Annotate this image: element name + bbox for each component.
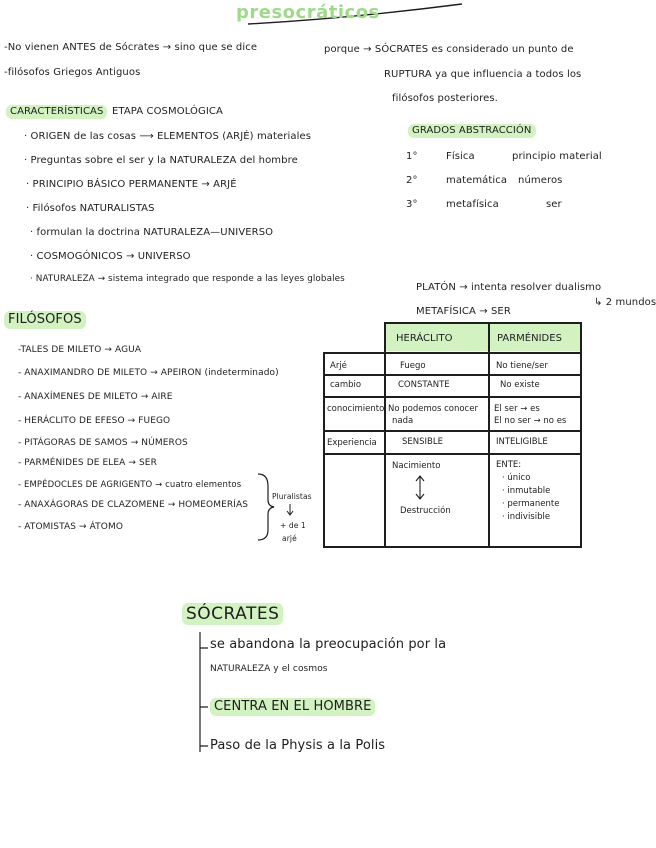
brace-label-pluralistas: Pluralistas [272,492,312,501]
row-label-arje: Arjé [330,361,347,371]
last-heraclito-top: Nacimiento [392,461,441,471]
grado-n: 1° [406,151,418,162]
caracteristicas-heading: CARACTERÍSTICAS [6,105,107,119]
row-exp-heraclito: SENSIBLE [402,437,443,447]
grado-n: 2° [406,175,418,186]
caracteristicas-subheading: ETAPA COSMOLÓGICA [112,106,223,117]
filosofo-item: - ANAXÍMENES DE MILETO → AIRE [18,392,173,402]
row-label-cambio: cambio [330,380,362,390]
caracteristica-item: · PRINCIPIO BÁSICO PERMANENTE → ARJÉ [26,179,237,190]
platon-line-1: PLATÓN → intenta resolver dualismo [416,282,602,293]
intro-right-2: RUPTURA ya que influencia a todos los [384,69,582,80]
grados-heading: GRADOS ABSTRACCIÓN [408,124,536,138]
intro-line-1: -No vienen ANTES de Sócrates → sino que se dice [4,42,258,53]
grado-desc: ser [546,199,562,210]
row-cambio-heraclito: CONSTANTE [398,380,450,390]
row-arje-parmenides: No tiene/ser [496,361,548,371]
grado-name: Física [446,151,475,162]
platon-line-3: METAFÍSICA → SER [416,306,511,317]
row-label-conocimiento: conocimiento [327,404,385,414]
row-arje-heraclito: Fuego [400,361,426,371]
filosofo-item: -TALES DE MILETO → AGUA [18,345,142,355]
caracteristica-item: · Preguntas sobre el ser y la NATURALEZA del hombre [24,155,298,166]
filosofo-item: - PARMÉNIDES DE ELEA → SER [18,458,157,468]
row-conoc-parmenides-2: El no ser → no es [494,416,567,426]
socrates-point-1b: NATURALEZA y el cosmos [210,664,328,674]
caracteristica-item: · NATURALEZA → sistema integrado que responde a las leyes globales [30,274,345,284]
caracteristica-item: · ORIGEN de las cosas ⟶ ELEMENTOS (ARJÉ) materiales [24,131,312,142]
grado-n: 3° [406,199,418,210]
filosofo-item: - ANAXIMANDRO DE MILETO → APEIRON (indeterminado) [18,368,279,378]
brace-label-mas-de-uno: + de 1 [280,521,306,530]
table-header-heraclito: HERÁCLITO [396,333,453,344]
table-header-parmenides: PARMÉNIDES [497,333,562,344]
filosofo-item: - ANAXÁGORAS DE CLAZOMENE → HOMEOMERÍAS [18,500,249,510]
last-heraclito-bottom: Destrucción [400,506,451,516]
row-exp-parmenides: INTELIGIBLE [496,437,548,447]
last-parmenides-title: ENTE: [496,460,522,470]
filosofo-item: - ATOMISTAS → ÁTOMO [18,522,123,532]
row-label-experiencia: Experiencia [327,438,377,448]
page-title: presocráticos [236,2,380,23]
grado-desc: principio material [512,151,602,162]
row-conoc-parmenides: El ser → es [494,404,540,414]
socrates-heading: SÓCRATES [182,603,283,625]
row-conoc-heraclito-2: nada [392,416,414,426]
platon-line-2: ↳ 2 mundos [594,297,656,308]
grado-name: matemática [446,175,508,186]
caracteristica-item: · Filósofos NATURALISTAS [26,203,155,214]
filosofos-heading: FILÓSOFOS [4,311,86,329]
intro-right-3: filósofos posteriores. [392,93,498,104]
intro-right-1: porque → SÓCRATES es considerado un punto de [324,44,574,55]
brace-label-arje: arjé [282,534,297,543]
caracteristica-item: · formulan la doctrina NATURALEZA—UNIVERSO [30,227,274,238]
ente-item: · único [502,473,531,483]
socrates-point-2: CENTRA EN EL HOMBRE [210,698,375,716]
intro-line-2: -filósofos Griegos Antiguos [4,67,141,78]
socrates-point-3: Paso de la Physis a la Polis [210,738,386,753]
grado-name: metafísica [446,199,499,210]
caracteristica-item: · COSMOGÓNICOS → UNIVERSO [30,251,191,262]
socrates-point-1a: se abandona la preocupación por la [210,637,447,652]
ente-item: · indivisible [502,512,551,522]
ente-item: · inmutable [502,486,551,496]
filosofo-item: - HERÁCLITO DE EFESO → FUEGO [18,416,171,426]
row-conoc-heraclito: No podemos conocer [388,404,478,414]
grado-desc: números [518,175,563,186]
filosofo-item: - EMPÉDOCLES DE AGRIGENTO → cuatro elementos [18,480,242,490]
filosofo-item: - PITÁGORAS DE SAMOS → NÚMEROS [18,438,188,448]
row-cambio-parmenides: No existe [500,380,540,390]
ente-item: · permanente [502,499,560,509]
